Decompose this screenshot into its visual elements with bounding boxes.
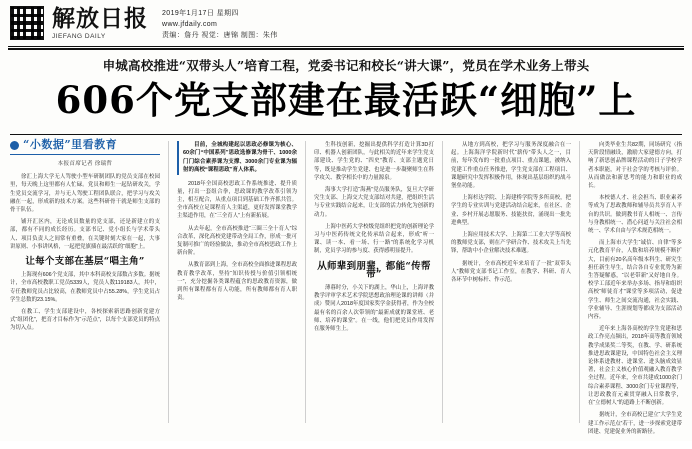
paragraph: 近年来上海各高校的学生党建和思政工作亮点频出，2018年高等教育领域教学成果奖二等奖，在教、学、研系统推进思政课建设，中国特色社会主义理论体系进教材、进课堂、进头脑成效显著，社会主义核心价值观融入教育教学全过程。近年来，全市共建成1000余门综合素养课程、3000余门专业课程等，让思政教育元素贯穿融入日常教学，在“立德树人”的道路上不断创新。 — [588, 326, 682, 407]
paragraph: 在教工、学生支部建设中，各校探索新思路创新党建方式“组团化”，把育才目标作为“示范点”，以每个支部党员的特点为切入点。 — [10, 309, 160, 332]
paper-name: 解放日报 — [52, 5, 148, 32]
paragraph: 2018年全国高校思政工作系统推进、提升质量，打出一套组合拳，思政课的教学改革引领为主，相互配合，从重点项目到基础工作齐抓共管。全市高校立足课程育人主渠道，更好发挥课堂教学主渠道作用，在“三全育人”上有新拓展。 — [177, 180, 297, 220]
lead-text: 目前，全城构建起以思政必修课为核心、60余门“中国系列”思政选修课为骨干、1000余门门综合素养课为支撑、3000余门专业课为辐射的高校“课程思政”育人体系。 — [183, 142, 297, 174]
paragraph: 徐汇上海大学无人驾驶小型车研制团队的党员支部在校园里，每天晚上这里都有人忙碌。党员和师生一起钻研攻关，学生党员交流学习，并与无人驾驶工程团队联合，把学习与攻关融在一起，形成新的技术方案。这些科研骨干就是师生支部的骨干队伍。 — [10, 174, 160, 214]
bullet-icon — [10, 141, 19, 150]
column-divider — [305, 141, 306, 423]
paragraph: 铺开汇区内，无论成员数量的党支部，还是新建立的支部，都有不同的成长经历。支部书记、党小组长与学术带头人、项目负责人之间常有重叠，在关键时刻大家在一起，大事讲原则、小事讲风格，一起把党旗插在最活跃的“细胞”上。 — [10, 219, 160, 250]
paragraph: 从地方到高校，把学习与服务深度融合在一起。上海海洋学院新时代“薪传”带头人之一，目前，每年发布的一批重点项目、重点课题，被纳入党建工作重点任务推进，学生党支部在工程项目、课题研究中发挥积极作用，体现出基层组织的战斗堡垒功能。 — [451, 142, 571, 190]
column-3 — [314, 141, 434, 423]
masthead-meta — [162, 6, 682, 41]
edition-line: 责编：詹丹 视觉：唐锦 制图：朱伟 — [162, 32, 278, 39]
section-badge — [10, 138, 160, 152]
section-badge-underline — [10, 154, 160, 155]
date-line: 2019年1月17日 星期四 — [162, 10, 239, 17]
nameplate — [52, 6, 148, 40]
qr-code-icon[interactable] — [10, 6, 44, 40]
paragraph: 从教育部到上海，全市高校全面推进课程思政教育教学改革，坚持“知识传授与价值引领相统一”，充分挖掘各类课程蕴含的思政教育资源，做到所有课程都有育人功能，所有教师都有育人职责。 — [177, 262, 297, 302]
column-divider — [579, 141, 580, 423]
paragraph: 从去年起，全市高校推进“三圈三全十育人”综合改革，深化高校党建带动全局工作，形成一批可复制可推广的经验做法，推动全市高校思政工作上新台阶。 — [177, 225, 297, 257]
column-divider — [442, 141, 443, 423]
paragraph: 生科技创新，挖掘出提供科学打造计算3D打印、机器人创新团队，与此相关的近年来学生党支部建设、学生党的、“四史”教育、支部主题党日等，既是推动学生党建、也是进一步凝聚师生在科学攻关、教学相长中的力量源泉。 — [314, 142, 434, 181]
subheading: 从师辈到朋辈，都能“传帮带” — [317, 260, 431, 280]
section-badge-label: “小数据”里看教育 — [23, 138, 118, 152]
lead-box — [177, 141, 297, 175]
paragraph: 据统计，全市高校近年来培育了一批“双带头人”教师党支部书记工作室，在教学、科研、育人各环节中树标杆、作示范。 — [451, 260, 571, 284]
paragraph: 上海应用技术大学、上海第二工业大学等高校的教师党支部，则在产学研合作、技术攻关上当先锋，帮助中小企业解决技术难题。 — [451, 232, 571, 255]
headline-block — [0, 50, 692, 126]
paragraph: 据统计，全市高校已建立“大学生党建工作示范点”若干，进一步探索党建带团建、党建促业务的新路径。 — [588, 412, 682, 435]
website-line[interactable]: www.jfdaily.com — [162, 21, 218, 28]
paragraph: 薄暮时分，小关下的湖上，华山上，上海评教教学评审学术艺术学院思想政治理论课的讲师（并成）赞同人2018年度国家奖学金获得者，作为全校最有名的百余人次带领的“最新成就的课堂班、老师、培养的课堂”。在一线，他们把党员作用发挥在服务师生上。 — [314, 285, 434, 333]
paragraph: 而上海市大学生“诚信、自律”等多元化教育平台，人数和培养规模不断扩大，目前有20名高年级本科生、研究生担任新生导生，结合各自专业优势为新生答疑解惑，“以老带新”又好地自身。校学工部近年来举办多场、指导和组织高校“师徒育才”课堂等多项活动，促进学生、师生之间交流沟通，社会实践、学业辅导、生涯规划等都成为支部活动内容。 — [588, 240, 682, 321]
paragraph: 上海杉达学院、上海建桥学院等多所高校，把学生的专业实训与党建活动结合起来，在社区、企业、乡村开展志愿服务、技能扶贫，涌现出一批先进典型。 — [451, 195, 571, 226]
main-headline: 606个党支部建在最活跃“细胞”上 — [55, 78, 637, 122]
column-5 — [588, 141, 682, 435]
paragraph: 向类毕业生共82期，同场研究（指天阶段情融设，激励大家建德方向，打响了新思创品牌课程活动的日子学校学者本职能，对于社会学的考核与评价。从而做法和新思考的能力和职业的成长。 — [588, 142, 682, 190]
paragraph: 海事大学打造“海燕”党员服务队，复旦大学研究生支部、上海交大党支部结对共建，把组织生活与专业实践结合起来，让支部的活力转化为创新的动力。 — [314, 187, 434, 218]
column-divider — [168, 141, 169, 423]
subheading: 让每个支部在基层“唱主角” — [25, 256, 145, 268]
column-1 — [10, 138, 160, 423]
shoulder-headline: 申城高校推进“双带头人”培育工程，党委书记和校长“讲大课”，党员在学术业务上带头 — [102, 58, 590, 73]
column-4 — [451, 141, 571, 423]
paragraph: 上海现有606个党支部，其中本科高校支部数占多数。据统计，全市高校教职工党员5339人，党员人数119183人，其中，专任教师党员占比较高，在教师党员中占55.28%，学生党员占学生总数的23.15%。 — [10, 272, 160, 303]
paragraph: 上海中医药大学校级党组织把党的创新理论学习与中医药传统文化传承结合起来，形成“听一课、读一本、看一场、行一路”的系统化学习机制，党员学习的参与度、获得感明显提升。 — [314, 223, 434, 255]
paper-name-sub: JIEFANG DAILY — [52, 33, 106, 40]
masthead — [0, 0, 692, 46]
paragraph: 本校德人才、社会担当、职业素养等成为了思政教师和辅导员共享育人平台的共识。做到教书育人相统一、言传与身教相统一、潜心问道与关注社会相统一、学术自由与学术规范相统一。 — [588, 195, 682, 235]
column-2 — [177, 141, 297, 423]
byline: 本报首席记者 徐瑞哲 — [57, 161, 113, 167]
masthead-divider-thin — [8, 46, 684, 47]
article-columns — [0, 135, 692, 435]
page-footer — [0, 441, 692, 449]
